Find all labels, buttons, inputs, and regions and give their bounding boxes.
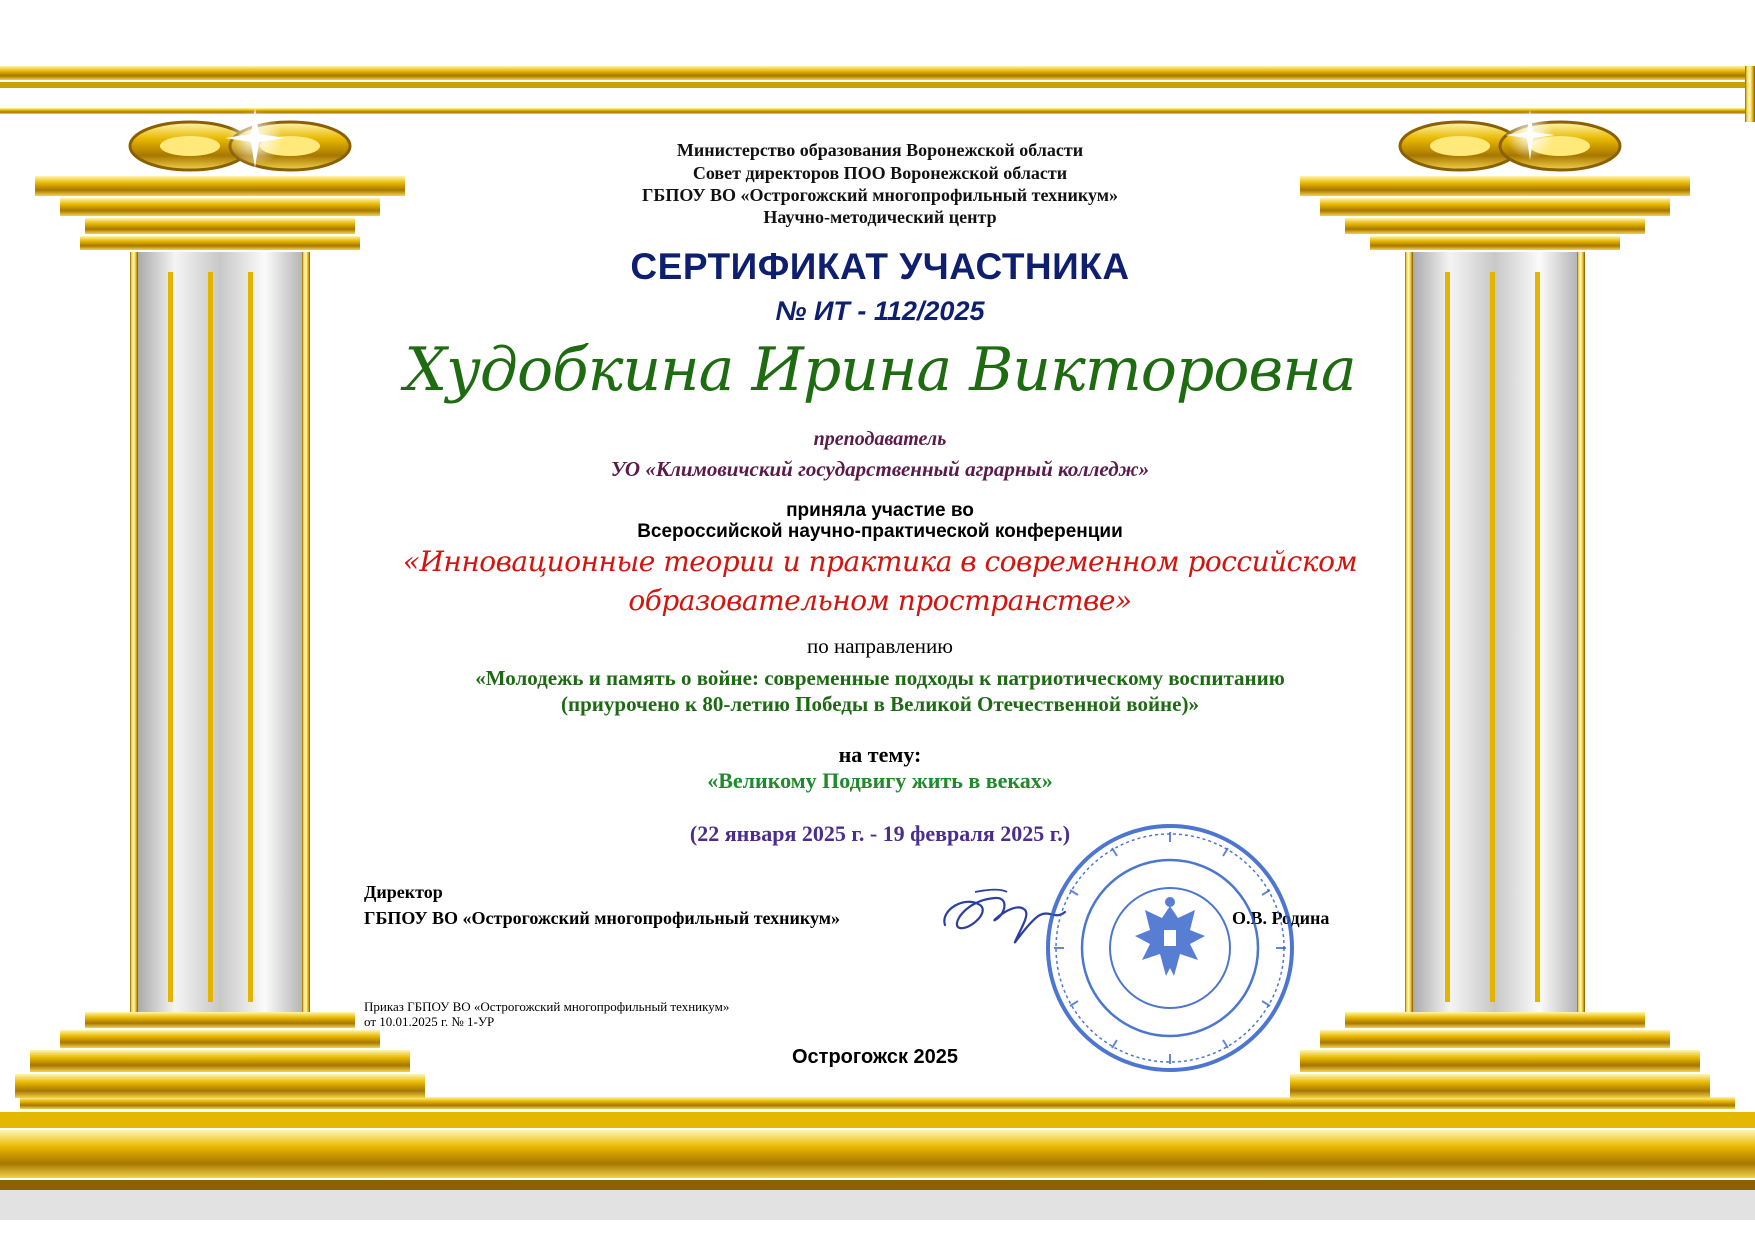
conference-name-line-1: «Инновационные теории и практика в современном российском [402, 545, 1358, 578]
certificate-number: № ИТ - 112/2025 [775, 296, 985, 326]
signer-name: О.В. Родина [1232, 908, 1330, 928]
topic-value: «Великому Подвигу жить в веках» [707, 768, 1053, 793]
event-dates: (22 января 2025 г. - 19 февраля 2025 г.) [689, 821, 1071, 846]
college-line: ГБПОУ ВО «Острогожский многопрофильный техникум» [641, 185, 1119, 205]
direction-line-1: «Молодежь и память о войне: современные подходы к патриотическому воспитанию [475, 666, 1285, 690]
eagle-emblem-icon [1135, 897, 1205, 976]
direction-label: по направлению [807, 634, 953, 658]
order-line-2: от 10.01.2025 г. № 1-УР [364, 1014, 495, 1029]
participant-name: Худобкина Ирина Викторовна [404, 335, 1356, 405]
signer-organization: ГБПОУ ВО «Острогожский многопрофильный техникум» [364, 908, 841, 928]
council-line: Совет директоров ПОО Воронежской области [692, 163, 1068, 183]
certificate-title: СЕРТИФИКАТ УЧАСТНИКА [630, 246, 1130, 287]
official-stamp [1040, 818, 1300, 1078]
participation-line-2: Всероссийской научно-практической конференции [637, 521, 1123, 542]
order-line-1: Приказ ГБПОУ ВО «Острогожский многопрофильный техникум» [364, 999, 730, 1014]
conference-name-line-2: образовательном пространстве» [628, 584, 1132, 617]
direction-line-2: (приурочено к 80-летию Победы в Великой Отечественной войне)» [561, 692, 1199, 716]
topic-label: на тему: [838, 742, 922, 767]
participation-line-1: приняла участие во [786, 500, 974, 521]
ministry-line: Министерство образования Воронежской области [676, 140, 1084, 160]
participant-position: преподаватель [813, 428, 947, 450]
city-year: Острогожск 2025 [791, 1046, 959, 1068]
signer-role: Директор [364, 882, 443, 902]
participant-organization: УО «Климовичский государственный аграрный колледж» [610, 457, 1150, 481]
center-line: Научно-методический центр [763, 207, 997, 227]
